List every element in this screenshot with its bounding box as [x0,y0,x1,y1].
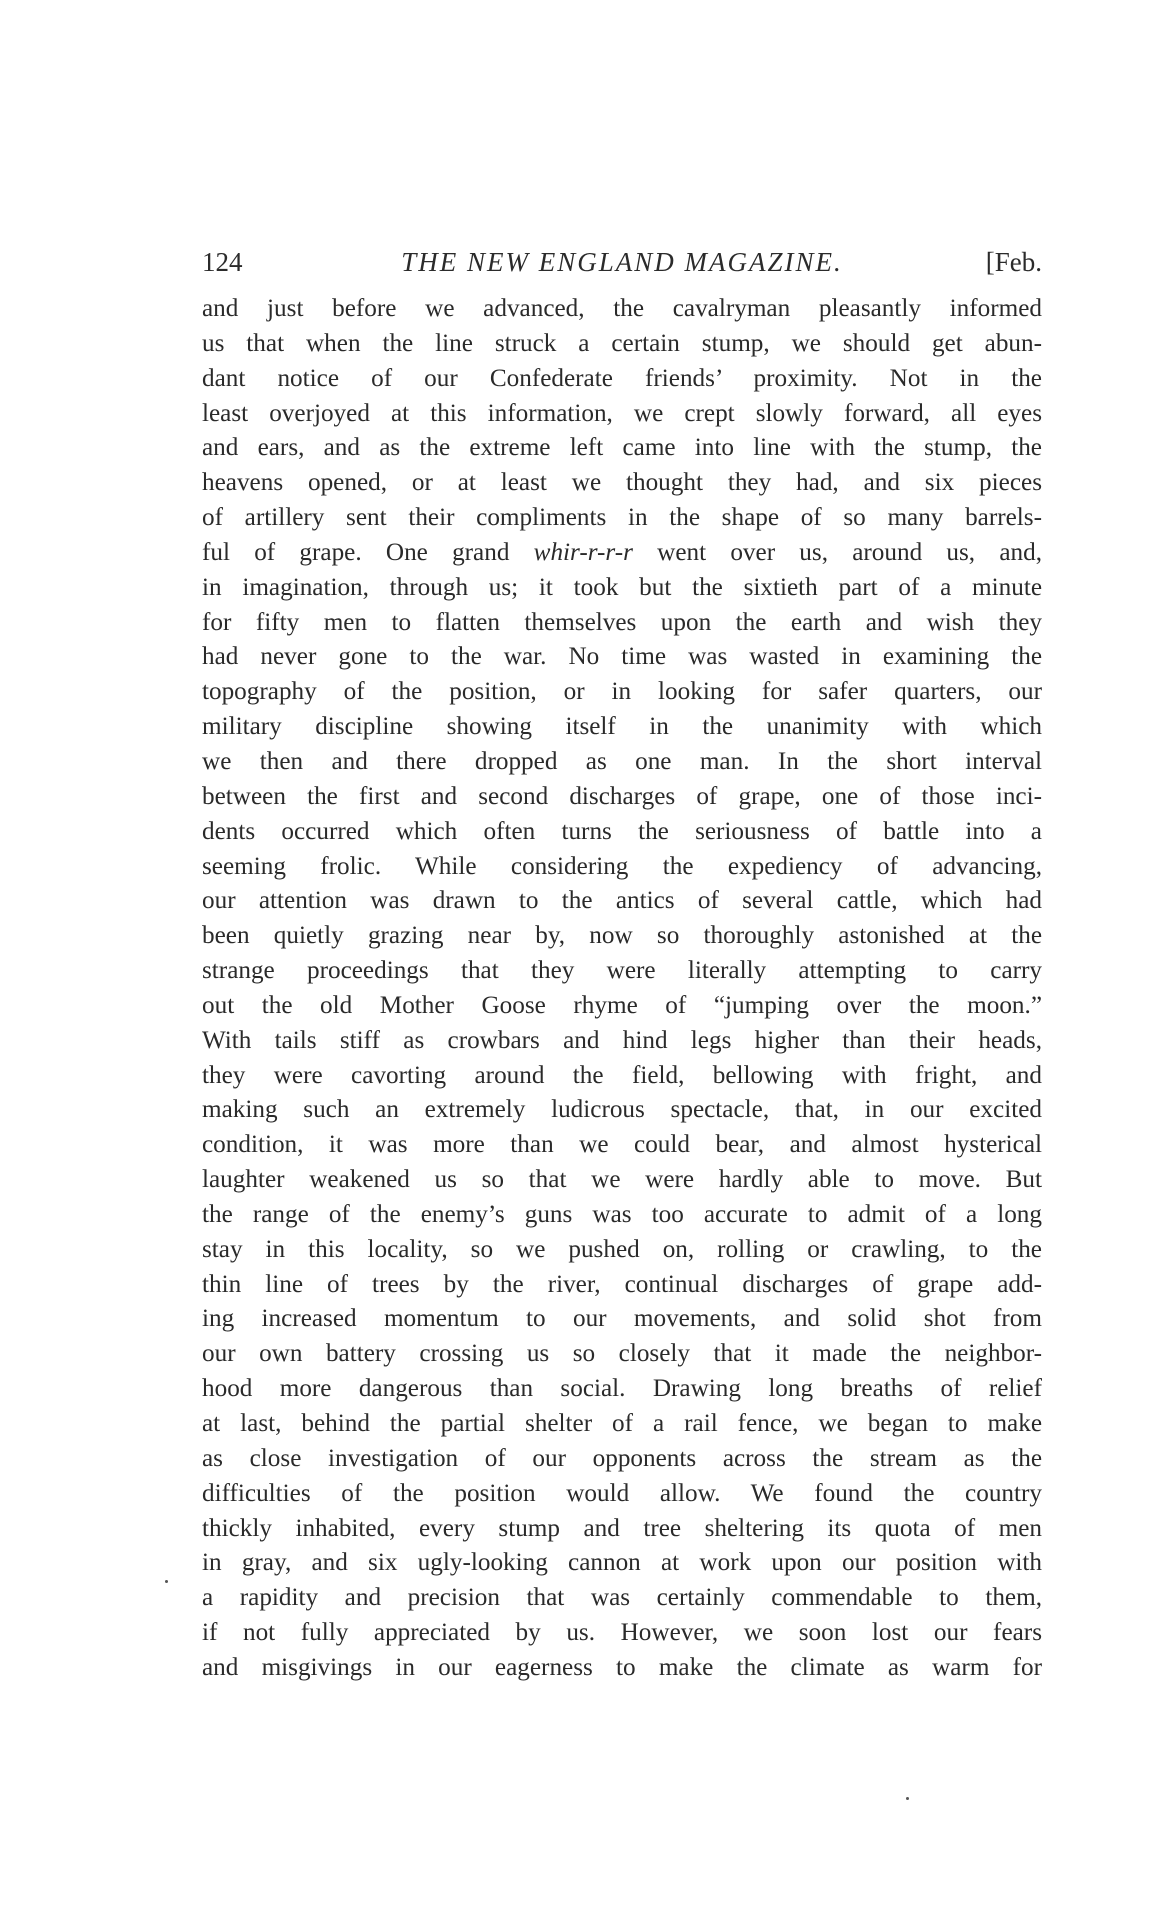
text-line: us that when the line struck a certain stump, we should get abun- [202,329,1042,357]
journal-title: THE NEW ENGLAND MAGAZINE. [401,247,843,277]
text-line: in imagination, through us; it took but the sixtieth part of a minute [202,573,1042,601]
text-line: in gray, and six ugly-looking cannon at work upon our position with [202,1549,1042,1577]
text-line: out the old Mother Goose rhyme of “jumping over the moon.” [202,991,1042,1019]
text-line: a rapidity and precision that was certainly commendable to them, [202,1584,1042,1612]
text-line: ful of grape. One grand whir-r-r-r went over us, around us, and, [202,538,1042,566]
running-head [202,244,1042,280]
italic-onomatopoeia: whir-r-r-r [533,538,633,566]
text-line: stay in this locality, so we pushed on, rolling or crawling, to the [202,1235,1042,1263]
text-line: hood more dangerous than social. Drawing long breaths of relief [202,1375,1042,1403]
text-line: if not fully appreciated by us. However, we soon lost our fears [202,1619,1042,1647]
text-line: difficulties of the position would allow. We found the country [202,1479,1042,1507]
text-line: military discipline showing itself in the unanimity with which [202,713,1042,741]
issue-month: [Feb. [985,247,1042,277]
text-line: topography of the position, or in looking for safer quarters, our [202,678,1042,706]
text-line: of artillery sent their compliments in the shape of so many barrels- [202,504,1042,532]
text-line: the range of the enemy’s guns was too accurate to admit of a long [202,1200,1042,1228]
margin-speck [165,1580,168,1583]
page-number: 124 [202,247,243,277]
text-line: strange proceedings that they were literally attempting to carry [202,957,1042,985]
text-line: least overjoyed at this information, we crept slowly forward, all eyes [202,399,1042,427]
text-line: seeming frolic. While considering the expediency of advancing, [202,852,1042,880]
text-line: laughter weakened us so that we were hardly able to move. But [202,1166,1042,1194]
article-body [202,292,1042,1686]
text-line: ing increased momentum to our movements, and solid shot from [202,1305,1042,1333]
text-line: thickly inhabited, every stump and tree sheltering its quota of men [202,1514,1042,1542]
text-line: dents occurred which often turns the seriousness of battle into a [202,817,1042,845]
text-line: thin line of trees by the river, continual discharges of grape add- [202,1270,1042,1298]
text-line: we then and there dropped as one man. In the short interval [202,747,1042,775]
text-line: With tails stiff as crowbars and hind legs higher than their heads, [202,1026,1042,1054]
text-line: for fifty men to flatten themselves upon the earth and wish they [202,608,1042,636]
page-speck [906,1797,909,1800]
text-line: been quietly grazing near by, now so thoroughly astonished at the [202,922,1042,950]
text-line: at last, behind the partial shelter of a rail fence, we began to make [202,1410,1042,1437]
text-line: making such an extremely ludicrous spectacle, that, in our excited [202,1096,1042,1124]
text-line: dant notice of our Confederate friends’ proximity. Not in the [202,364,1042,392]
text-line: condition, it was more than we could bear, and almost hysterical [202,1131,1042,1159]
text-line: heavens opened, or at least we thought they had, and six pieces [202,469,1042,497]
text-line: had never gone to the war. No time was wasted in examining the [202,643,1042,671]
text-line: our attention was drawn to the antics of several cattle, which had [202,887,1042,915]
text-line: as close investigation of our opponents across the stream as the [202,1444,1042,1472]
text-line: between the first and second discharges of grape, one of those inci- [202,782,1042,810]
text-line: and misgivings in our eagerness to make the climate as warm for [202,1653,1042,1681]
page [202,244,1042,1686]
text-line: and just before we advanced, the cavalryman pleasantly informed [202,295,1042,322]
text-line: and ears, and as the extreme left came into line with the stump, the [202,434,1042,462]
text-line: our own battery crossing us so closely that it made the neighbor- [202,1340,1042,1368]
text-line: they were cavorting around the field, bellowing with fright, and [202,1061,1042,1089]
